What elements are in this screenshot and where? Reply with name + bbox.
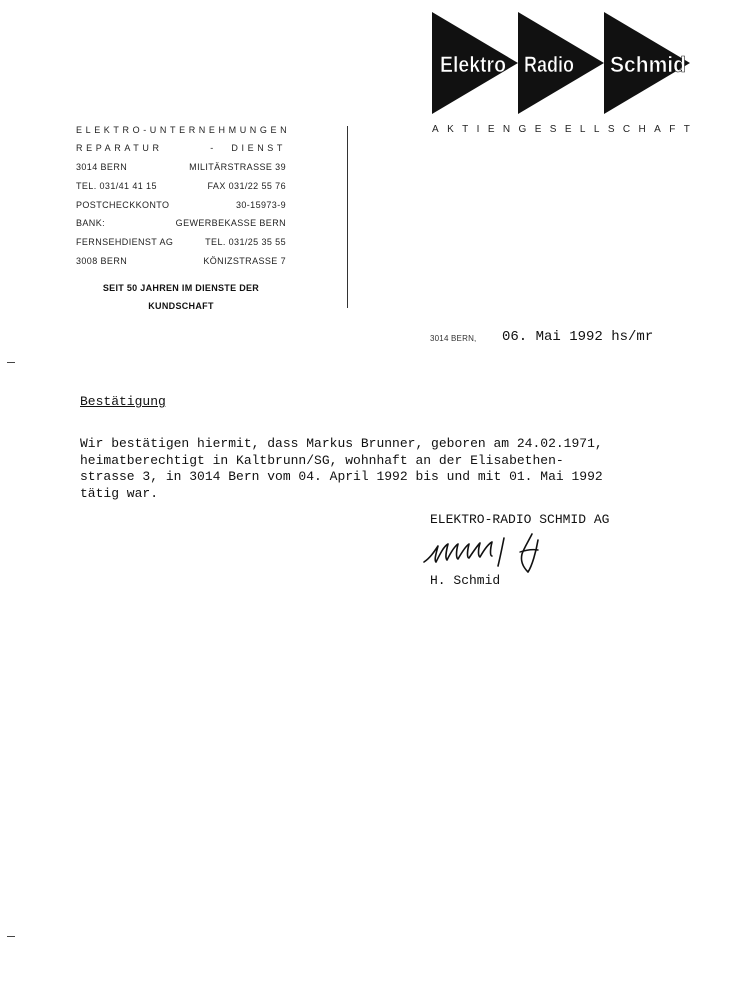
signer-name: H. Schmid bbox=[430, 573, 501, 588]
logo-word-radio: Radio bbox=[524, 52, 574, 77]
sender-line-4 bbox=[76, 181, 286, 191]
logo-word-elektro: Elektro bbox=[440, 52, 506, 77]
sender-line-3 bbox=[76, 162, 286, 172]
sender-line-7 bbox=[76, 237, 286, 247]
motto-line-2: KUNDSCHAFT bbox=[148, 301, 214, 311]
punch-mark bbox=[7, 936, 15, 937]
sender-line-8 bbox=[76, 256, 286, 266]
fold-mark bbox=[7, 362, 15, 363]
signature-icon bbox=[420, 528, 560, 578]
sender-line-2-mid: - bbox=[210, 143, 214, 153]
letter-heading: Bestätigung bbox=[80, 394, 166, 409]
sender-line-5-left: POSTCHECKKONTO bbox=[76, 200, 170, 210]
sender-line-6-right: GEWERBEKASSE BERN bbox=[175, 218, 286, 228]
sender-line-3-left: 3014 BERN bbox=[76, 162, 128, 172]
body-line-1: Wir bestätigen hiermit, dass Markus Brunner, geboren am 24.02.1971, bbox=[80, 436, 603, 451]
body-line-4: tätig war. bbox=[80, 486, 159, 501]
sender-line-6-left: BANK: bbox=[76, 218, 106, 228]
date-place: 3014 BERN, bbox=[430, 334, 477, 343]
sender-line-5-right: 30-15973-9 bbox=[235, 200, 286, 210]
body-line-2: heimatberechtigt in Kaltbrunn/SG, wohnhaft an der Elisabethen- bbox=[80, 453, 564, 468]
motto-line-1: SEIT 50 JAHREN IM DIENSTE DER bbox=[102, 283, 260, 293]
sender-line-6 bbox=[76, 218, 286, 228]
sender-fax: FAX 031/22 55 76 bbox=[207, 181, 286, 191]
sender-line-7-left: FERNSEHDIENST AG bbox=[76, 237, 174, 247]
body-line-3: strasse 3, in 3014 Bern vom 04. April 1992 bis und mit 01. Mai 1992 bbox=[80, 469, 603, 484]
sender-line-5 bbox=[76, 200, 286, 210]
logo-word-schmid: Schmid bbox=[610, 52, 686, 77]
sender-motto bbox=[76, 279, 286, 315]
letter-date: 06. Mai 1992 hs/mr bbox=[502, 329, 654, 345]
logo-tagline: AKTIENGESELLSCHAFT bbox=[432, 124, 699, 135]
handwritten-signature bbox=[420, 528, 560, 578]
sender-line-8-left: 3008 BERN bbox=[76, 256, 128, 266]
sender-line-2-right: DIENST bbox=[231, 143, 286, 153]
sender-line-7-right: TEL. 031/25 35 55 bbox=[205, 237, 286, 247]
sender-line-8-right: KÖNIZSTRASSE 7 bbox=[203, 256, 286, 266]
sender-line-2-left: REPARATUR bbox=[76, 143, 163, 153]
sender-line-2 bbox=[76, 143, 286, 153]
closing-company: ELEKTRO-RADIO SCHMID AG bbox=[430, 512, 610, 527]
logo-triangles-icon bbox=[432, 12, 692, 114]
sender-line-1: ELEKTRO-UNTERNEHMUNGEN bbox=[76, 125, 291, 135]
sender-line-3-right: MILITÄRSTRASSE 39 bbox=[189, 162, 286, 172]
company-logo bbox=[432, 12, 692, 114]
sender-phone: TEL. 031/41 41 15 bbox=[76, 181, 157, 191]
header-divider bbox=[347, 126, 348, 308]
